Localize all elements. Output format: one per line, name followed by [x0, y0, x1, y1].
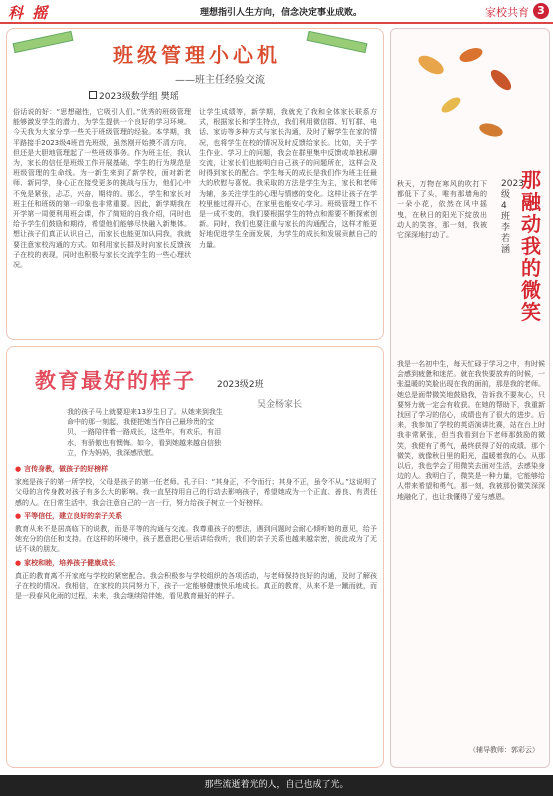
page-header — [0, 0, 553, 24]
right-column-article — [390, 28, 550, 768]
section-name: 家校共育 — [485, 6, 529, 19]
article3-intro: 秋天，万物在寒风的吹打下都低下了头，唯有那墙角的一朵小花，依然在风中摇曳，在秋日的阳光下绽放出动人的笑容，那一刻，我被它深深地打动了。 — [397, 180, 487, 240]
leaves-illustration — [401, 35, 531, 165]
page-footer: 那些流逝着光的人，自己也成了光。 — [0, 775, 553, 796]
article1-column-1: 俗话说的好：“思想磁性，它吸引人们。”优秀的班级管理能够激发学生的潜力，为学生提供一个良好的学习环境。今天我为大家分享一些关于班级管理的经验。本学期，我平路接手2023级4班首先班级，虽然刚开始摸不清方向，但还是大胆地管理起了一些班级事务。作为班主任，我认为，家长的信任是班级工作开展基础，学生的行为规范是班级管理的生命线。为一新生来到了新学校，面对新老师、新同学，身心正在接受更多的挑战与压力，他们心中不免是紧张，忐忑，兴奋，期待的。那么，学生和家长对班主任和班级的第一印象也非常重要。因此，新学期我在开学第一周便利用班会课，作了简短的自我介绍，同时也给予学生们鼓励和期待，希望他们能够尽快融入新集体。想让孩子们真正认识自己，而家长也能更加认同我，我就要注意家校沟通的方式。如利用家长群及时向家长反馈孩子在校的表现，同时也积极与家长交流学生的一些心理状况。 — [13, 108, 191, 270]
article2-paragraph-2: 教育从来不是居高临下的说教，而是平等的沟通与交流。我尊重孩子的想法，遇到问题时会耐心倾听她的意见，给予她充分的信任和支持。在这样的环境中，孩子愿意把心里话讲给我听，我们的亲子关系也越来越亲密，彼此成为了无话不谈的朋友。 — [15, 525, 377, 554]
article1-column-2: 让学生成绩等，新学期，我就充了我和全体家长联系方式，根据家长和学生特点，我们利用微信群、钉钉群、电话、家访等多种方式与家长沟通，及时了解学生在家的情况，也将学生在校的情况及时反馈给家长。比如，关于学生作业、学习上的问题，我会在群里集中反馈或单独私聊交流，让家长们也能明白自己孩子的问题所在，这样会及时得到家长的配合。学生每天的成长是我们作为班主任最大的欣慰与喜悦。我采取的方法是学生为主，家长和老师为辅，多关注学生的心理与情感的变化。这样让孩子在学校里能过得开心，在家里也能安心学习。班级管理工作不是一成不变的，我们要根据学生的特点和需要不断探索创新。同时，我们也要注重与家长的沟通配合，这样才能更好地促进学生全面发展，为学生的成长和发展贡献自己的力量。 — [199, 108, 377, 249]
article-best-education — [6, 346, 384, 768]
newspaper-brand: 科 摇 — [8, 4, 50, 22]
header-slogan: 理想指引人生方向，信念决定事业成败。 — [200, 8, 363, 18]
article3-signature: （辅导教师：郭彩云） — [469, 746, 539, 754]
article2-subhead-2: ● 平等信任，建立良好的亲子关系 — [15, 511, 377, 521]
article1-subtitle: ——班主任经验交流 — [175, 75, 265, 86]
article2-paragraph-3: 真正的教育离不开家庭与学校的紧密配合。我会积极参与学校组织的各项活动，与老师保持良好的沟通，及时了解孩子在校的情况。我相信，在家校的共同努力下，孩子一定能够健康快乐地成长。真正的教育，从来不是一蹴而就，而是一段春风化雨的过程，未来，我会继续陪伴她，看见教育最好的样子。 — [15, 571, 377, 601]
article2-intro: 我的孩子马上就要迎来13岁生日了。从她来到我生命中的那一刻起，我便把她当作自己最珍贵的宝贝，一路陪伴着一路成长，这些年，有欢乐，有泪水，有骄傲也有懊悔。如今，看到她越来越自信独立，作为妈妈，我深感欣慰。 — [67, 408, 223, 457]
article-class-management — [6, 28, 384, 340]
page-number: 3 — [533, 3, 549, 19]
article2-title: 教育最好的样子 — [35, 369, 196, 393]
article3-byline: 2023级4班 李若涵 — [501, 179, 524, 255]
checkbox-icon — [89, 91, 97, 99]
article2-subhead-1: ● 言传身教，做孩子的好榜样 — [15, 464, 377, 474]
article1-byline: 2023级数学组 樊瑶 — [89, 89, 179, 102]
left-column — [6, 28, 384, 768]
article3-body: 我是一名初中生，每天忙碌于学习之中，有时候会感到疲惫和迷茫。就在我快要放弃的时候，一张温暖的笑脸出现在我的面前，那是我的老师。她总是面带微笑地鼓励我，告诉我不要灰心，只要努力就一定会有收获。在她的帮助下，我重新找回了学习的信心，成绩也有了很大的进步。后来，我参加了学校的英语演讲比赛，站在台上时我非常紧张，但当我看到台下老师那鼓励的微笑，我便有了勇气，最终获得了好的成绩。那个微笑，就像秋日里的阳光，温暖着我的心。从那以后，我也学会了用微笑去面对生活，去感染身边的人。我明白了，微笑是一种力量，它能够给人带来希望和勇气。那一刻，我被那份微笑深深地融化了，也让我懂得了爱与感恩。 — [397, 360, 545, 501]
article2-body — [15, 461, 377, 603]
article2-paragraph-1: 家庭是孩子的第一所学校，父母是孩子的第一任老师。孔子曰：“其身正，不令而行；其身不正，虽令不从。”这说明了父母的言传身教对孩子有多么大的影响。我一直坚持用自己的行动去影响孩子，希望她成为一个正直、善良、有责任感的人。在日常生活中，我会注意自己的一言一行，努力给孩子树立一个好榜样。 — [15, 478, 377, 507]
article2-author: 吴金杨家长 — [257, 400, 303, 410]
article2-subhead-3: ● 家校和睦，培养孩子健康成长 — [15, 558, 377, 568]
article1-title: 班级管理小心机 — [113, 43, 281, 67]
pencil-icon — [13, 31, 74, 53]
article2-byline: 2023级2班 — [217, 380, 264, 390]
article3-title: 那融动我的微笑 — [521, 168, 541, 324]
